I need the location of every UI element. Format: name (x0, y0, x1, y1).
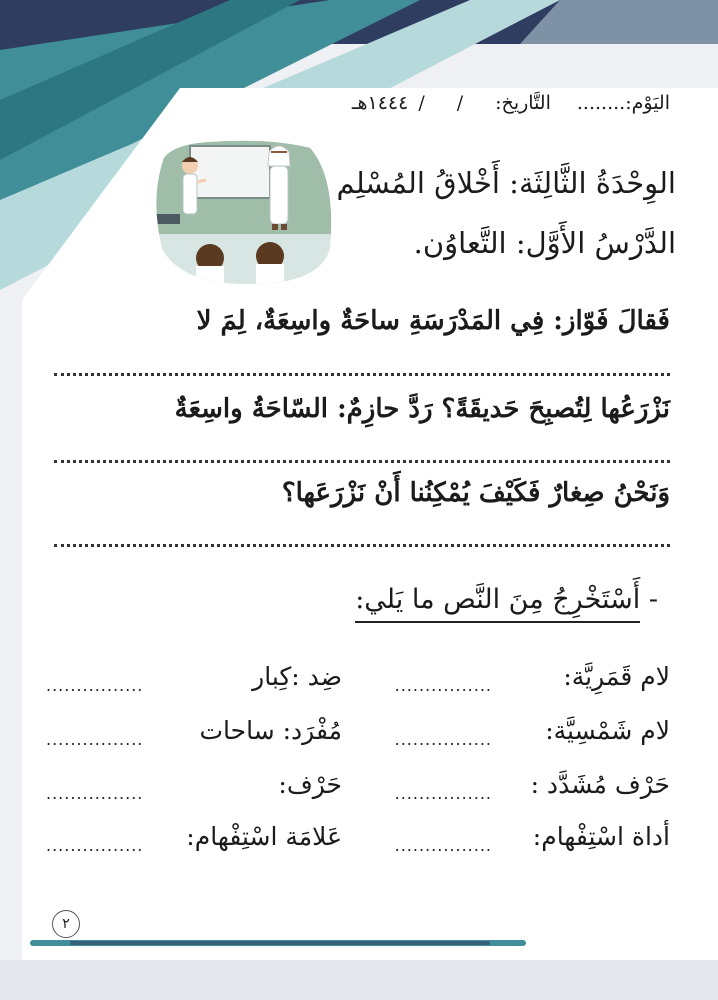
answer-blank[interactable]: ................ (394, 730, 492, 749)
date-slash: / (418, 92, 425, 114)
date-label: التَّاريخ: (495, 92, 551, 114)
exercise-label: حَرْف مُشَدَّد : (530, 770, 670, 799)
exercise-label: عَلامَة اسْتِفْهام: (186, 822, 342, 851)
instruction-text: أَسْتَخْرِجُ مِنَ النَّص ما يَلي: (355, 584, 640, 623)
exercise-instruction (355, 584, 658, 615)
classroom-illustration (150, 138, 332, 286)
passage-line: فَقالَ فَوّاز: فِي المَدْرَسَةِ ساحَةٌ واسِعَةٌ، لِمَ لا (196, 306, 670, 336)
day-label: اليَوْم:........ (576, 92, 670, 114)
exercise-label: لام شَمْسِيَّة: (545, 716, 670, 745)
date-slash: / (456, 92, 464, 114)
answer-blank[interactable]: ................ (46, 730, 144, 749)
unit-title: الوِحْدَةُ الثَّالِثَة: أَخْلاقُ المُسْلِم (336, 166, 676, 200)
exercise-label: ضِد :كِبار (252, 662, 342, 691)
writing-line[interactable] (54, 460, 670, 463)
lesson-title: الدَّرْسُ الأَوَّل: التَّعاوُن. (413, 226, 676, 260)
exercise-label: حَرْف: (278, 770, 342, 799)
answer-blank[interactable]: ................ (46, 676, 144, 695)
footer-decorative-bar (30, 938, 526, 948)
page-number: ٢ (52, 910, 80, 938)
exercise-label: أداة اسْتِفْهام: (532, 822, 670, 851)
passage-line: نَزْرَعُها لِتُصبِحَ حَديقَةً؟ رَدَّ حازِمٌ: السّاحَةُ واسِعَةٌ (174, 394, 670, 424)
date-line (352, 92, 670, 114)
hijri-year: ١٤٤٤هـ (351, 92, 409, 114)
answer-blank[interactable]: ................ (394, 784, 492, 803)
exercise-label: مُفْرَد: ساحات (199, 716, 342, 745)
exercise-label: لام قَمَرِيَّة: (563, 662, 670, 691)
writing-line[interactable] (54, 544, 670, 547)
passage-line: وَنَحْنُ صِغارٌ فَكَيْفَ يُمْكِنُنا أَنْ نَزْرَعَها؟ (281, 478, 670, 508)
worksheet (22, 88, 698, 948)
answer-blank[interactable]: ................ (46, 784, 144, 803)
answer-blank[interactable]: ................ (394, 676, 492, 695)
writing-line[interactable] (54, 373, 670, 376)
answer-blank[interactable]: ................ (46, 836, 144, 855)
answer-blank[interactable]: ................ (394, 836, 492, 855)
instruction-dash: - (648, 584, 658, 615)
